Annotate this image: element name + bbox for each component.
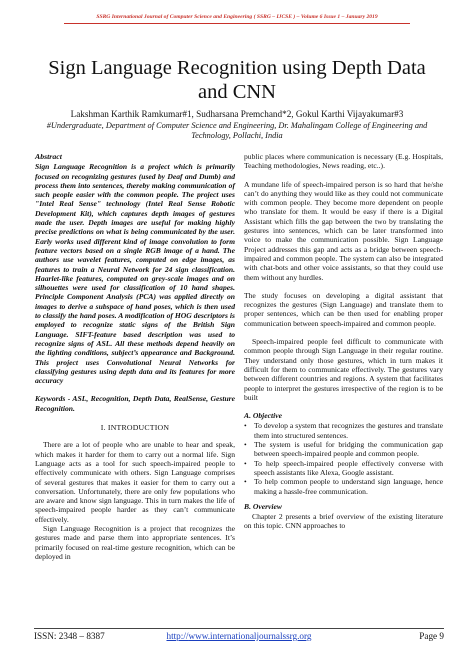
author-list: Lakshman Karthik Ramkumar#1, Sudharsana Premchand*2, Gokul Karthi Vijayakumar#3 xyxy=(70,109,404,119)
overview-heading: B. Overview xyxy=(244,501,282,511)
right-column xyxy=(244,152,443,531)
header-divider xyxy=(64,23,410,24)
bullet-icon: • xyxy=(244,421,247,431)
objective-item xyxy=(244,440,443,459)
intro-paragraph-1: There are a lot of people who are unable to hear and speak, which makes it harder for them to carry out a normal life. Sign Language acts as a tool for such speech-impaired people to effectively communicate with others. Sign Language comprises of several gestures that makes it easier for them to carry out a conversation. Unfortunately, there are only few populations who are aware and know sign language. This in turn makes the life of speech-impaired people harder as they can’t communicate effectively. xyxy=(35,440,235,524)
objective-item-text: To help common people to understand sign language, hence making a hassle-free communication. xyxy=(254,477,443,496)
page-number: Page 9 xyxy=(419,631,444,641)
intro-paragraph-2: Sign Language Recognition is a project that recognizes the gestures made and parse them into appropriate sentences. It’s primarily focused on real-time gesture recognition, which can be deployed in xyxy=(35,523,235,561)
bullet-icon: • xyxy=(244,477,247,487)
objective-item-text: The system is useful for bridging the communication gap between speech-impaired people and common people. xyxy=(254,440,443,459)
right-paragraph-1: public places where communication is necessary (E.g. Hospitals, Teaching methodologies, News reading, etc..). xyxy=(244,152,443,171)
right-paragraph-4: Speech-impaired people feel difficult to communicate with common people through Sign Language in their regular routine. They understand only those gestures, which in turn makes it difficult for them to communicate effectively. The gestures vary between different countries and regions. A system that facilitates people to interpret the gestures irrespective of the region is to be built xyxy=(244,337,443,402)
journal-url-prefix[interactable]: http:// xyxy=(166,631,189,641)
objective-item-text: To develop a system that recognizes the gestures and translate them into structured sentences. xyxy=(254,421,443,440)
objective-item xyxy=(244,459,443,478)
left-column xyxy=(35,152,235,561)
journal-url[interactable] xyxy=(34,631,444,642)
objective-item xyxy=(244,421,443,440)
author-affiliation: #Undergraduate, Department of Computer Science and Engineering, Dr. Mahalingam College of Engineering and Technology, Pollachi, India xyxy=(46,121,428,140)
bullet-icon: • xyxy=(244,458,247,468)
journal-url-link[interactable]: www.internationaljournalssrg.org xyxy=(188,631,312,641)
right-paragraph-3: The study focuses on developing a digital assistant that recognizes the gestures (Sign Language) and translate them to proper sentences, which can be then used for enabling proper communication between speech-impaired and common people. xyxy=(244,290,443,328)
objective-list xyxy=(244,421,443,495)
objective-item xyxy=(244,477,443,496)
introduction-heading: I. INTRODUCTION xyxy=(100,423,170,433)
paper-title: Sign Language Recognition using Depth Data and CNN xyxy=(48,57,426,103)
journal-header: SSRG International Journal of Computer Science and Engineering ( SSRG – IJCSE ) – Volume 6 Issue 1 – January 2019 xyxy=(96,14,378,20)
keywords: Keywords - ASL, Recognition, Depth Data, RealSense, Gesture Recognition. xyxy=(35,394,235,413)
abstract-heading: Abstract xyxy=(35,152,62,161)
objective-heading: A. Objective xyxy=(244,411,282,421)
abstract-text: Sign Language Recognition is a project which is primarily focused on recognizing gestures (used by Deaf and Dumb) and process them into sentences, thereby making communication of such people easier with the common people. The project uses "Intel Real Sense" technology (Intel Real Sense Robotic Development Kit), which captures depth images of gestures made the user. Depth images are useful for making highly precise predictions on what is being communicated by the user. Early works used different kind of image convolution to form feature vectors based on a single RGB image of a hand. The authors use wavelet features, computed on edge images, as features to train a Neural Network for 24 sign classification. Haarlet-like features, computed on grey-scale images and on silhouettes were used for classification of 10 hand shapes. Principle Component Analysis (PCA) was applied directly on images to derive a subspace of hand poses, which is then used to classify the hand poses. A modification of HOG descriptors is employed to recognize static signs of the British Sign Language. SIFT-feature based description was used to recognize signs of ASL. All these methods depend heavily on the lighting conditions, subject’s appearance and Background. This project uses Convolutional Neural Networks for classifying gestures using depth data and its features for more accuracy xyxy=(35,162,235,386)
footer-divider xyxy=(34,628,444,629)
bullet-icon: • xyxy=(244,440,247,450)
objective-item-text: To help speech-impaired people effectively converse with speech assistants like Alexa, Google assistant. xyxy=(254,458,443,477)
issn-number: ISSN: 2348 – 8387 xyxy=(34,631,105,641)
overview-text: Chapter 2 presents a brief overview of the existing literature on this topic. CNN approaches to xyxy=(244,512,443,531)
right-paragraph-2: A mundane life of speech-impaired person is so hard that he/she can’t do anything they would like as they could not communicate with common people. They become more dependent on people who translate for them. It would be easy if there is a Digital Assistant which fills the gap between the two by translating the gestures into sentences, which can be later transformed into voice to make the communication possible. Sign Language Project addresses this gap and acts as a bridge between speech-impaired and common people. The system can also be integrated with chat-bots and other voice assistants, so that they could use them without any hurdles. xyxy=(244,179,443,282)
